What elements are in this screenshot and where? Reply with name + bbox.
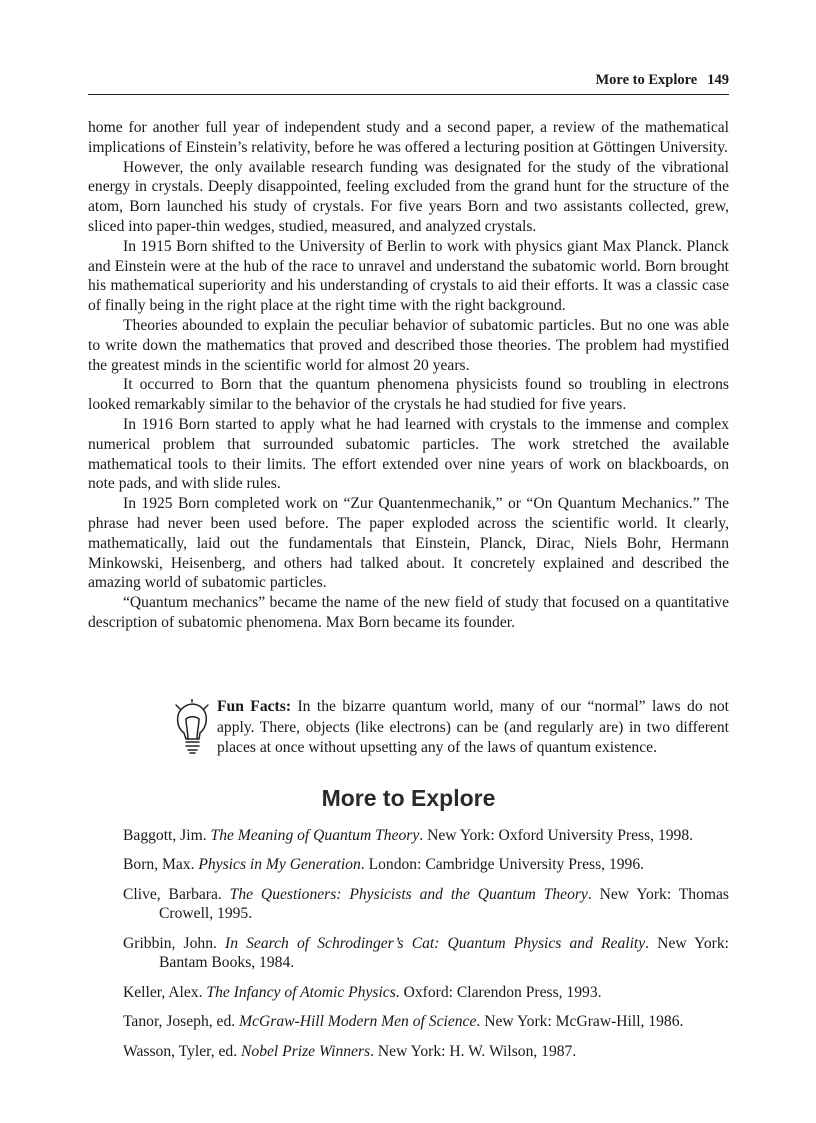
reference-item	[123, 826, 729, 846]
paragraph: In 1925 Born completed work on “Zur Quantenmechanik,” or “On Quantum Mechanics.” The phrase had never been used before. The paper exploded across the scientific world. It clearly, mathematically, laid out the fundamentals that Einstein, Planck, Dirac, Niels Bohr, Hermann Minkowski, Heisenberg, and others had talked about. It concretely explained and described the amazing world of subatomic particles.	[88, 495, 729, 592]
reference-author: Clive, Barbara.	[123, 885, 230, 903]
fun-facts-text	[217, 697, 729, 759]
reference-author: Born, Max.	[123, 856, 199, 874]
paragraph: “Quantum mechanics” became the name of the new field of study that focused on a quantitative description of subatomic phenomena. Max Born became its founder.	[88, 594, 729, 631]
reference-author: Gribbin, John.	[123, 934, 226, 952]
page-number: 149	[707, 72, 729, 88]
reference-title: McGraw-Hill Modern Men of Science	[239, 1013, 477, 1031]
reference-list	[123, 826, 729, 1071]
reference-author: Wasson, Tyler, ed.	[123, 1042, 242, 1060]
header-rule	[88, 94, 729, 95]
fun-facts-box	[172, 697, 732, 761]
running-head-title: More to Explore	[595, 72, 698, 88]
reference-item	[123, 983, 729, 1003]
paragraph: In 1915 Born shifted to the University of Berlin to work with physics giant Max Planck. Planck and Einstein were at the hub of the race to unravel and understand the subatomic world. Born brought his mathematical superiority and his understanding of crystals to aid their efforts. It was a classic case of finally being in the right place at the right time with the right background.	[88, 237, 729, 315]
reference-publisher: . New York: H. W. Wilson, 1987.	[370, 1042, 577, 1060]
running-head	[88, 72, 729, 89]
reference-title: The Infancy of Atomic Physics	[206, 983, 396, 1001]
reference-author: Keller, Alex.	[123, 983, 207, 1001]
reference-publisher: . New York: Oxford University Press, 1998.	[419, 827, 694, 844]
paragraph: However, the only available research funding was designated for the study of the vibrational energy in crystals. Deeply disappointed, feeling excluded from the grand hunt for the structure of the atom, Born launched his study of crystals. For five years Born and two assistants collected, grew, sliced into paper-thin wedges, studied, measured, and analyzed crystals.	[88, 158, 729, 235]
reference-item	[123, 1042, 729, 1062]
paragraph: Theories abounded to explain the peculiar behavior of subatomic particles. But no one was able to write down the mathematics that proved and described those theories. The problem had mystified the greatest minds in the scientific world for almost 20 years.	[88, 316, 729, 374]
reference-title: In Search of Schrodinger’s Cat: Quantum Physics and Reality	[225, 934, 646, 952]
reference-item	[123, 855, 729, 875]
reference-publisher: . Oxford: Clarendon Press, 1993.	[395, 983, 602, 1001]
lightbulb-icon	[172, 699, 212, 755]
reference-title: The Meaning of Quantum Theory	[210, 827, 420, 844]
reference-publisher: . New York: McGraw-Hill, 1986.	[476, 1013, 684, 1031]
reference-item	[123, 934, 729, 973]
reference-publisher: . London: Cambridge University Press, 1996.	[360, 856, 645, 874]
reference-title: The Questioners: Physicists and the Quantum Theory	[229, 885, 588, 903]
reference-author: Baggott, Jim.	[123, 827, 211, 844]
fun-facts-label: Fun Facts:	[217, 698, 292, 715]
paragraph: home for another full year of independent study and a second paper, a review of the mathematical implications of Einstein’s relativity, before he was offered a lecturing position at Göttingen University.	[88, 119, 729, 156]
section-title: More to Explore	[321, 785, 496, 811]
reference-item	[123, 885, 729, 924]
paragraph: In 1916 Born started to apply what he had learned with crystals to the immense and complex numerical problem that surrounded subatomic particles. The work stretched the available mathematical tools to their limits. The effort extended over nine years of work on blackboards, on note pads, and with slide rules.	[88, 415, 729, 493]
body-text	[88, 118, 729, 633]
reference-item	[123, 1012, 729, 1032]
reference-publisher: . New York: Thomas Crowell, 1995.	[159, 885, 729, 923]
fun-facts-body: In the bizarre quantum world, many of our “normal” laws do not apply. There, objects (like electrons) can be (and regularly are) in two different places at once without upsetting any of the laws of quantum existence.	[217, 698, 729, 756]
reference-title: Nobel Prize Winners	[241, 1042, 371, 1060]
reference-title: Physics in My Generation	[198, 856, 361, 874]
paragraph: It occurred to Born that the quantum phenomena physicists found so troubling in electrons looked remarkably similar to the behavior of the crystals he had studied for five years.	[88, 376, 729, 414]
reference-publisher: . New York: Bantam Books, 1984.	[159, 934, 729, 972]
reference-author: Tanor, Joseph, ed.	[123, 1013, 240, 1031]
